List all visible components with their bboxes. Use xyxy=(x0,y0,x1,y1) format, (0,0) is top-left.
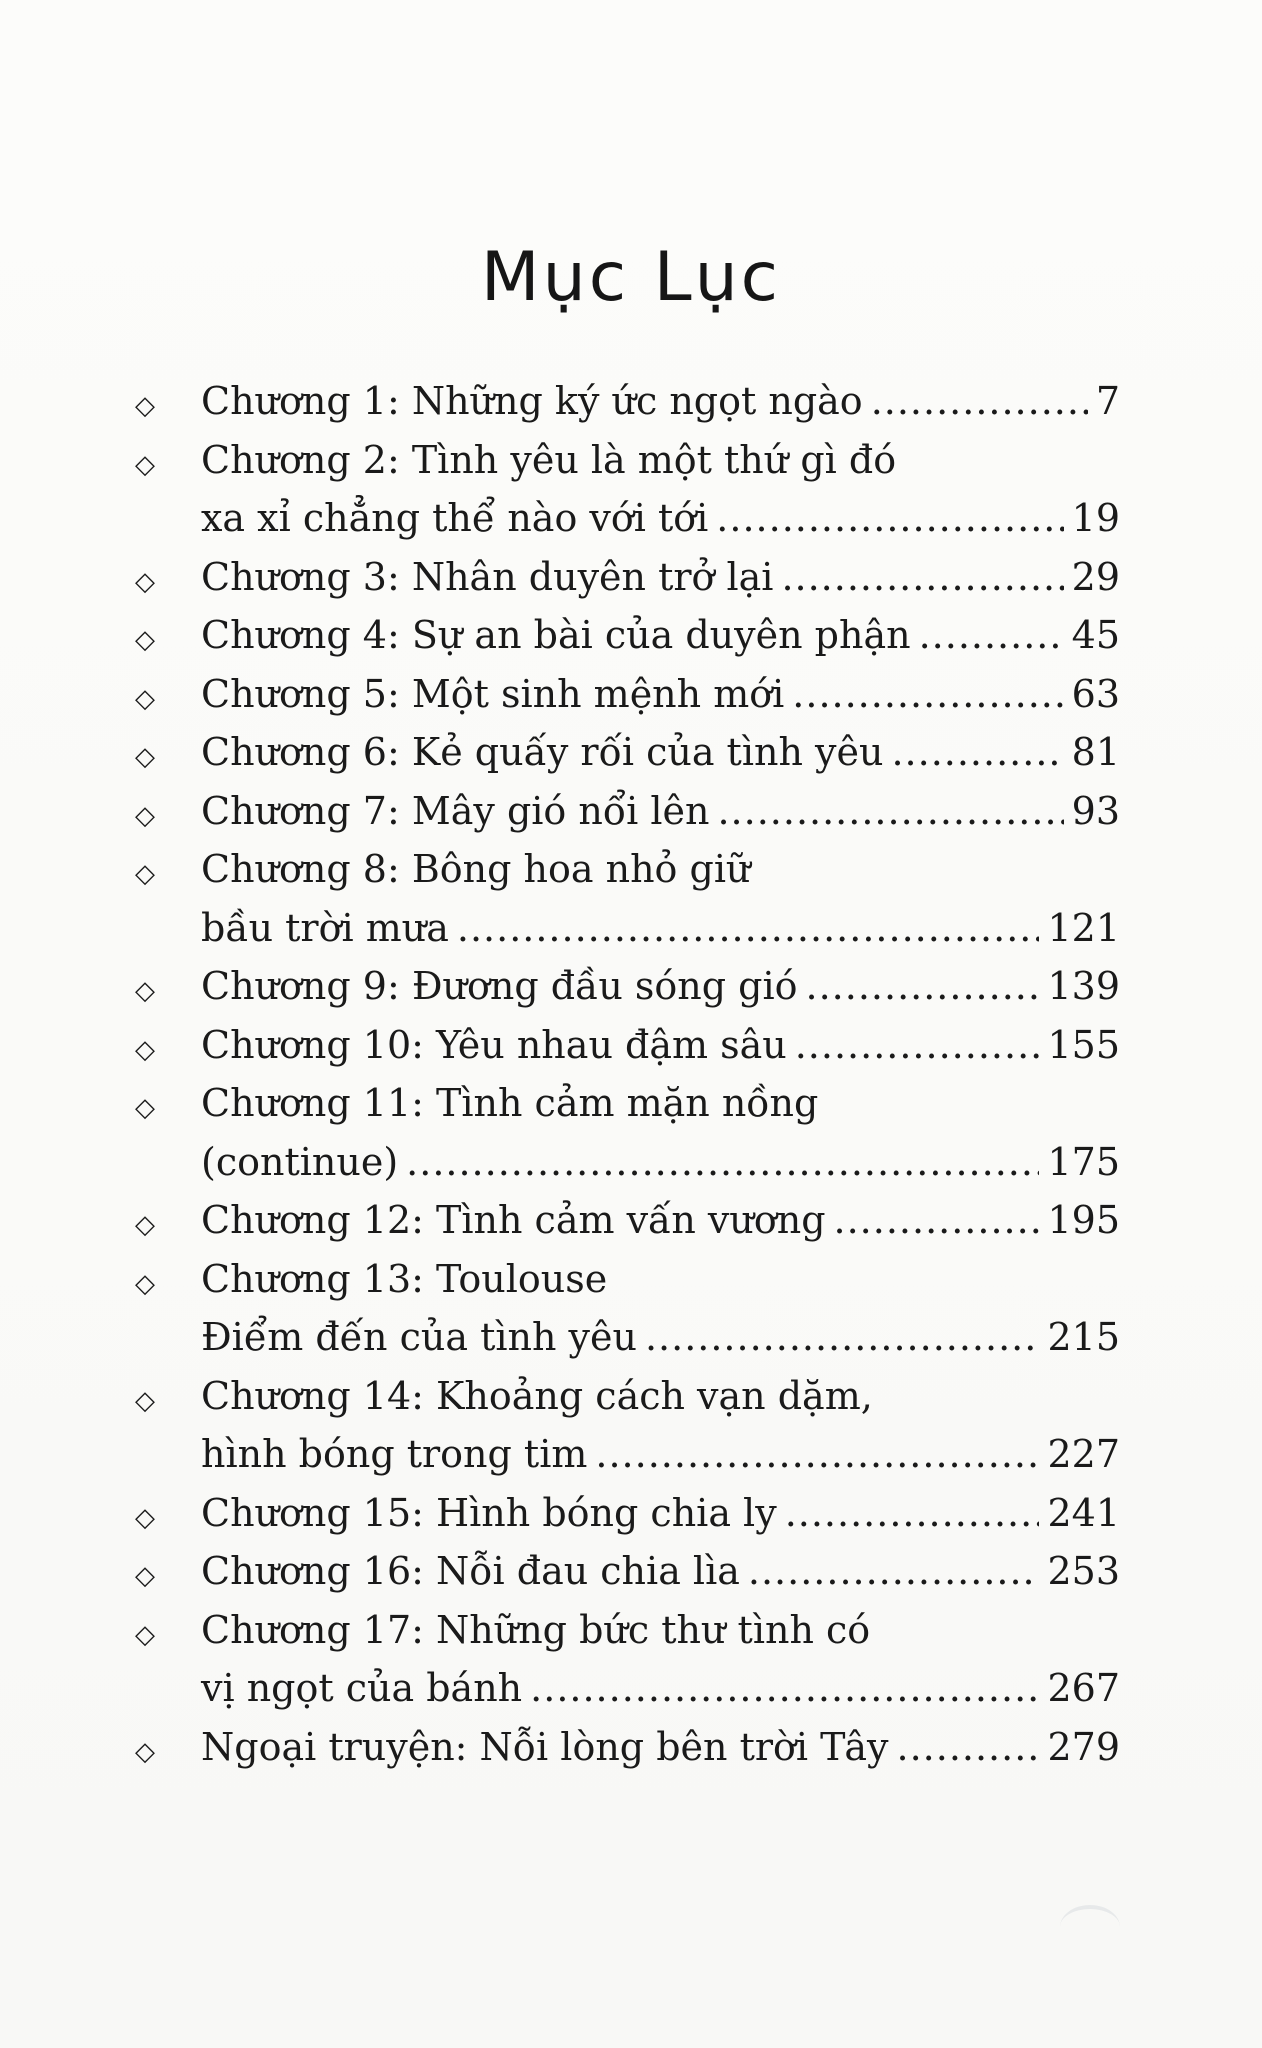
diamond-outline-icon: ◇ xyxy=(135,566,155,597)
toc-line xyxy=(135,899,1120,958)
diamond-outline-icon: ◇ xyxy=(135,625,155,655)
toc-line xyxy=(135,1601,1120,1660)
toc-entry-title: Chương 15: Hình bóng chia ly xyxy=(201,1490,777,1535)
toc-entry-title: Chương 11: Tình cảm mặn nồng xyxy=(201,1081,819,1125)
leader-dots xyxy=(919,606,1064,664)
toc-line xyxy=(135,1250,1120,1309)
toc-line xyxy=(135,1074,1120,1133)
toc-entry-title: Chương 5: Một sinh mệnh mới xyxy=(201,671,785,716)
toc-page-number: 19 xyxy=(1071,496,1120,540)
toc-page-number: 227 xyxy=(1047,1432,1120,1476)
toc-line xyxy=(135,957,1120,1016)
toc-line xyxy=(135,1659,1120,1718)
toc-entry-title: Ngoại truyện: Nỗi lòng bên trời Tây xyxy=(201,1724,889,1769)
toc-entry-title: (continue) xyxy=(201,1139,399,1184)
toc-entry[interactable] xyxy=(135,957,1120,1016)
toc-entry-title: Chương 17: Những bức thư tình có xyxy=(201,1607,871,1652)
toc-entry[interactable] xyxy=(135,782,1120,841)
toc-entry[interactable] xyxy=(135,606,1120,665)
diamond-outline-icon: ◇ xyxy=(135,976,155,1006)
leader-dots xyxy=(530,1659,1039,1717)
toc-line xyxy=(135,1542,1120,1601)
toc-entry-title: Chương 9: Đương đầu sóng gió xyxy=(201,964,798,1008)
leader-dots xyxy=(834,1191,1040,1249)
bleed-through-mark xyxy=(1060,1905,1120,1949)
diamond-outline-icon: ◇ xyxy=(135,1502,155,1533)
leader-dots xyxy=(716,489,1063,547)
toc-entry-title: Chương 1: Những ký ức ngọt ngào xyxy=(201,379,863,423)
toc-line xyxy=(135,548,1120,607)
toc-entry-title: Chương 6: Kẻ quấy rối của tình yêu xyxy=(201,730,884,774)
toc-page-number: 241 xyxy=(1047,1490,1120,1535)
toc-entry-title: Chương 10: Yêu nhau đậm sâu xyxy=(201,1022,787,1067)
toc-entry-title: Chương 12: Tình cảm vấn vương xyxy=(201,1198,826,1242)
leader-dots xyxy=(645,1308,1040,1366)
toc-line xyxy=(135,489,1120,548)
leader-dots xyxy=(806,957,1040,1015)
diamond-outline-icon: ◇ xyxy=(135,391,155,421)
leader-dots xyxy=(795,1016,1040,1074)
toc-line xyxy=(135,1191,1120,1250)
leader-dots xyxy=(871,372,1088,430)
toc-entry-title: xa xỉ chẳng thể nào với tới xyxy=(201,496,709,540)
toc-entry[interactable] xyxy=(135,723,1120,782)
toc-entry-title: Chương 3: Nhân duyên trở lại xyxy=(201,554,774,599)
toc-line xyxy=(135,1308,1120,1367)
toc-line xyxy=(135,1016,1120,1075)
toc-entry-title: Chương 16: Nỗi đau chia lìa xyxy=(201,1549,740,1593)
toc-line xyxy=(135,1425,1120,1484)
toc-line xyxy=(135,1484,1120,1543)
toc-page-number: 175 xyxy=(1047,1139,1120,1184)
toc-line xyxy=(135,372,1120,431)
toc-line xyxy=(135,1133,1120,1192)
diamond-outline-icon: ◇ xyxy=(135,859,155,889)
toc-entry[interactable] xyxy=(135,1016,1120,1075)
leader-dots xyxy=(595,1425,1039,1483)
toc-entry[interactable] xyxy=(135,1601,1120,1718)
toc-line xyxy=(135,665,1120,724)
diamond-outline-icon: ◇ xyxy=(135,1619,155,1650)
toc-line xyxy=(135,431,1120,490)
toc-entry-title: Chương 8: Bông hoa nhỏ giữ xyxy=(201,847,751,891)
diamond-outline-icon: ◇ xyxy=(135,449,155,480)
toc-line xyxy=(135,606,1120,665)
diamond-outline-icon: ◇ xyxy=(135,1561,155,1591)
toc-page-number: 279 xyxy=(1047,1724,1120,1769)
diamond-outline-icon: ◇ xyxy=(135,1093,155,1123)
toc-entry[interactable] xyxy=(135,372,1120,431)
toc-page-number: 215 xyxy=(1047,1315,1120,1359)
toc-page-number: 29 xyxy=(1071,554,1120,599)
diamond-outline-icon: ◇ xyxy=(135,742,155,772)
toc-entry[interactable] xyxy=(135,840,1120,957)
toc-entry[interactable] xyxy=(135,1074,1120,1191)
toc-page-number: 195 xyxy=(1047,1198,1120,1242)
table-of-contents xyxy=(135,372,1120,1776)
leader-dots xyxy=(406,1133,1039,1191)
toc-line xyxy=(135,1367,1120,1426)
diamond-outline-icon: ◇ xyxy=(135,1736,155,1767)
toc-entry[interactable] xyxy=(135,1484,1120,1543)
diamond-outline-icon: ◇ xyxy=(135,1385,155,1416)
toc-entry[interactable] xyxy=(135,431,1120,548)
toc-page-number: 63 xyxy=(1071,671,1120,716)
toc-entry-title: Chương 4: Sự an bài của duyên phận xyxy=(201,613,911,657)
toc-page-number: 93 xyxy=(1071,788,1120,833)
toc-page-number: 253 xyxy=(1047,1549,1120,1593)
leader-dots xyxy=(891,723,1063,781)
toc-line xyxy=(135,723,1120,782)
diamond-outline-icon: ◇ xyxy=(135,1268,155,1299)
toc-page-number: 267 xyxy=(1047,1666,1120,1710)
toc-entry-title: hình bóng trong tim xyxy=(201,1432,588,1476)
leader-dots xyxy=(897,1718,1040,1776)
toc-entry-title: Điểm đến của tình yêu xyxy=(201,1315,637,1359)
toc-entry-title: Chương 2: Tình yêu là một thứ gì đó xyxy=(201,437,897,482)
toc-page-number: 81 xyxy=(1071,730,1120,774)
toc-entry-title: Chương 13: Toulouse xyxy=(201,1256,608,1301)
leader-dots xyxy=(785,1484,1040,1542)
toc-entry[interactable] xyxy=(135,1718,1120,1777)
leader-dots xyxy=(792,665,1063,723)
diamond-outline-icon: ◇ xyxy=(135,800,155,831)
toc-line xyxy=(135,840,1120,899)
toc-entry[interactable] xyxy=(135,1250,1120,1367)
toc-entry-title: Chương 14: Khoảng cách vạn dặm, xyxy=(201,1373,873,1418)
toc-page-number: 7 xyxy=(1095,379,1120,423)
toc-page-number: 45 xyxy=(1071,613,1120,657)
toc-entry[interactable] xyxy=(135,1367,1120,1484)
diamond-outline-icon: ◇ xyxy=(135,683,155,714)
toc-entry[interactable] xyxy=(135,1191,1120,1250)
toc-line xyxy=(135,1718,1120,1777)
toc-entry-title: bầu trời mưa xyxy=(201,905,449,950)
toc-page-number: 121 xyxy=(1047,905,1120,950)
page-title: Mục Lục xyxy=(480,238,782,317)
toc-line xyxy=(135,782,1120,841)
leader-dots xyxy=(781,548,1063,606)
toc-page-number: 139 xyxy=(1047,964,1120,1008)
leader-dots xyxy=(457,899,1040,957)
diamond-outline-icon: ◇ xyxy=(135,1210,155,1240)
leader-dots xyxy=(748,1542,1040,1600)
toc-entry[interactable] xyxy=(135,665,1120,724)
leader-dots xyxy=(717,782,1063,840)
toc-entry[interactable] xyxy=(135,548,1120,607)
toc-page-number: 155 xyxy=(1047,1022,1120,1067)
toc-entry[interactable] xyxy=(135,1542,1120,1601)
toc-entry-title: Chương 7: Mây gió nổi lên xyxy=(201,788,710,833)
diamond-outline-icon: ◇ xyxy=(135,1034,155,1065)
toc-entry-title: vị ngọt của bánh xyxy=(201,1666,523,1710)
